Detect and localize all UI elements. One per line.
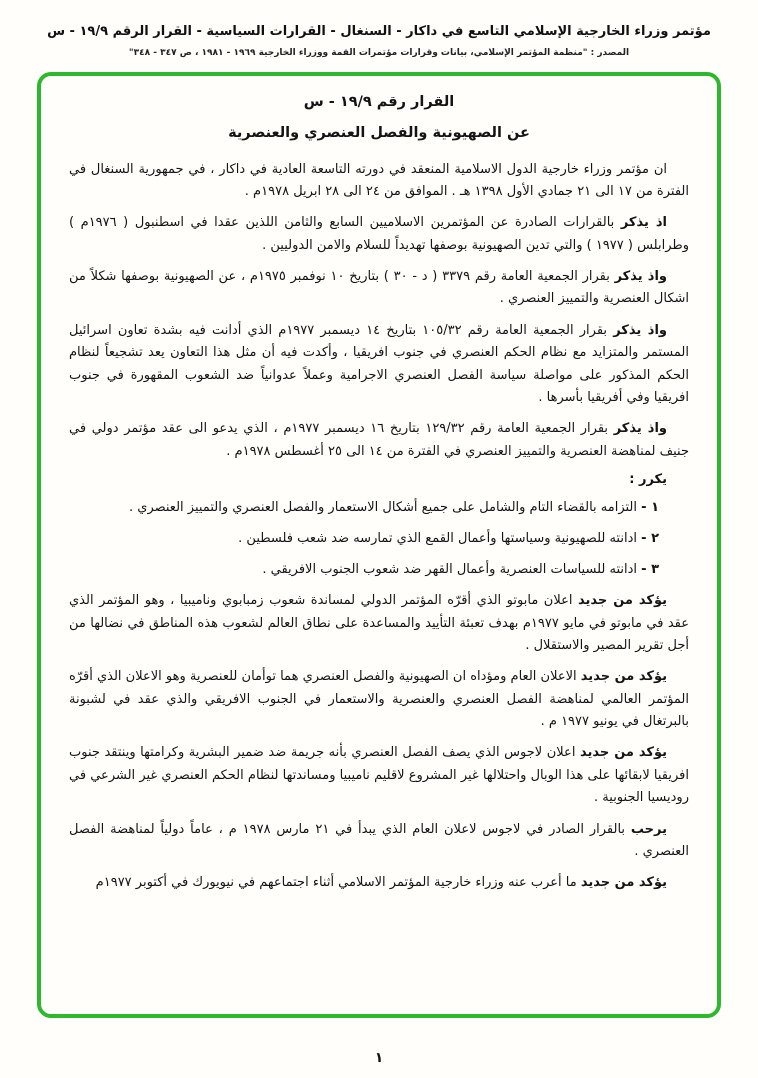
paragraph-lead: اذ يذكر xyxy=(620,215,667,231)
paragraph-recall-1 xyxy=(69,212,689,257)
paragraph-welcome xyxy=(69,819,689,864)
paragraph-affirm-1 xyxy=(69,590,689,657)
list-item-1 xyxy=(69,497,659,519)
paragraph-text: بالقرارات الصادرة عن المؤتمرين الاسلاميين السابع والثامن اللذين عقدا في اسطنبول ( ١٩٧٦م ) وطرابلس ( ١٩٧٧ ) والتي تدين الصهيونية بوصفها تهديداً للسلام والامن الدوليين . xyxy=(69,215,689,253)
paragraph-text: ما أعرب عنه وزراء خارجية المؤتمر الاسلامي أثناء اجتماعهم في نيويورك في أكتوبر ١٩٧٧م xyxy=(95,875,577,891)
list-item-number: ٣ - xyxy=(641,562,659,578)
paragraph-lead: واذ يذكر xyxy=(613,421,667,437)
paragraph-text: بالقرار الصادر في لاجوس لاعلان العام الذي يبدأ في ٢١ مارس ١٩٧٨ م ، عاماً دولياً لمناهضة الفصل العنصري . xyxy=(69,821,689,859)
paragraph-lead: يؤكد من جديد xyxy=(580,745,668,761)
paragraph-affirm-2 xyxy=(69,666,689,733)
list-intro: يكرر : xyxy=(629,472,667,487)
header-source: المصدر : "منظمة المؤتمر الإسلامي، بيانات وقرارات مؤتمرات القمة ووزراء الخارجية ١٩٦٩ - ١٩٨١ ، ص ٣٤٧ - ٣٤٨" xyxy=(128,47,630,58)
page-number: ١ xyxy=(374,1050,384,1066)
paragraph-preamble xyxy=(69,159,689,204)
document-frame xyxy=(37,72,721,1018)
list-item-text: التزامه بالقضاء التام والشامل على جميع أشكال الاستعمار والفصل العنصري والتمييز العنصري . xyxy=(129,500,637,515)
paragraph-text: بقرار الجمعية العامة رقم ١٢٩/٣٢ بتاريخ ١٦ ديسمبر ١٩٧٧م ، الذي يدعو الى عقد مؤتمر دولي في جنيف لمناهضة العنصرية والتمييز العنصري في الفترة من ١٤ الى ٢٥ أغسطس ١٩٧٨م . xyxy=(69,421,689,459)
paragraph-text: ان مؤتمر وزراء خارجية الدول الاسلامية المنعقد في دورته التاسعة العادية في داكار ، في جمهورية السنغال في الفترة من ١٧ الى ٢١ جمادي الأول ١٣٩٨ هـ . الموافق من ٢٤ الى ٢٨ ابريل ١٩٧٨م . xyxy=(69,161,689,200)
paragraph-lead: يؤكد من جديد xyxy=(580,875,667,891)
paragraph-text: بقرار الجمعية العامة رقم ٣٣٧٩ ( د - ٣٠ ) بتاريخ ١٠ نوفمبر ١٩٧٥م ، عن الصهيونية بوصفها شكلاً من اشكال العنصرية والتمييز العنصري . xyxy=(69,269,689,307)
list-item-number: ٢ - xyxy=(641,531,659,547)
paragraph-text: الاعلان العام ومؤداه ان الصهيونية والفصل العنصري هما توأمان للعنصرية وهو الاعلان الذي أقرّه المؤتمر العالمي لمناهضة الفصل العنصري والعنصرية والاستعمار في الجنوب الافريقي والذي عقد في لشبونة بالبرتغال في يونيو ١٩٧٧ م . xyxy=(69,669,689,730)
document-header xyxy=(0,0,758,59)
paragraph-recall-3 xyxy=(69,320,689,409)
paragraph-text: اعلان مابوتو الذي أقرّه المؤتمر الدولي لمساندة شعوب زمبابوي وناميبيا ، وهو المؤتمر الذي عقد في مابوتو في مايو ١٩٧٧م بهدف تعبئة التأييد والمساعدة على نطاق العالم لشعوب هذه المناطق في نضالها من أجل تقرير المصير والاستقلال . xyxy=(69,593,689,653)
header-title: مؤتمر وزراء الخارجية الإسلامي التاسع في داكار - السنغال - القرارات السياسية - القرار الرقم ١٩/٩ - س xyxy=(47,24,711,39)
paragraph-text: اعلان لاجوس الذي يصف الفصل العنصري بأنه جريمة ضد ضمير البشرية وكرامتها وينتقد جنوب افريقيا لابقائها على هذا الوبال واحتلالها غير المشروع لاقليم ناميبيا ومساندتها لنظام الحكم العنصري غير الشرعي في روديسيا الجنوبية . xyxy=(69,745,689,806)
paragraph-lead: يؤكد من جديد xyxy=(580,669,667,685)
paragraph-affirm-3 xyxy=(69,742,689,809)
list-item-text: ادانته للصهيونية وسياستها وأعمال القمع الذي تمارسه ضد شعب فلسطين . xyxy=(238,531,637,547)
list-item-number: ١ - xyxy=(641,500,659,515)
resolution-subtitle: عن الصهيونية والفصل العنصري والعنصرية xyxy=(228,124,530,141)
paragraph-affirm-4 xyxy=(69,872,689,894)
paragraph-recall-2 xyxy=(69,266,689,311)
paragraph-recall-4 xyxy=(69,418,689,463)
list-item-text: ادانته للسياسات العنصرية وأعمال القهر ضد شعوب الجنوب الافريقي . xyxy=(262,562,637,578)
list-item-2 xyxy=(69,528,659,550)
paragraph-lead: واذ يذكر xyxy=(614,269,667,285)
paragraph-text: بقرار الجمعية العامة رقم ١٠٥/٣٢ بتاريخ ١٤ ديسمبر ١٩٧٧م الذي أدانت فيه بشدة تعاون اسرائيل المستمر والمتزايد مع نظام الحكم العنصري في جنوب افريقيا ، وأكدت فيه أن مثل هذا التعاون يعد تشجيعاً لنظام الحكم المذكور على مواصلة سياسة الفصل العنصري الاجرامية وعملاً عدوانياً ضد الشعوب المقهورة في جنوب افريقيا وفي أفريقيا بأسرها . xyxy=(69,322,689,405)
paragraph-lead: واذ يذكر xyxy=(613,322,668,338)
list-item-3 xyxy=(69,559,659,581)
resolution-title: القرار رقم ١٩/٩ - س xyxy=(303,93,455,110)
paragraph-lead: يؤكد من جديد xyxy=(578,593,668,609)
paragraph-lead: يرحب xyxy=(630,821,667,837)
